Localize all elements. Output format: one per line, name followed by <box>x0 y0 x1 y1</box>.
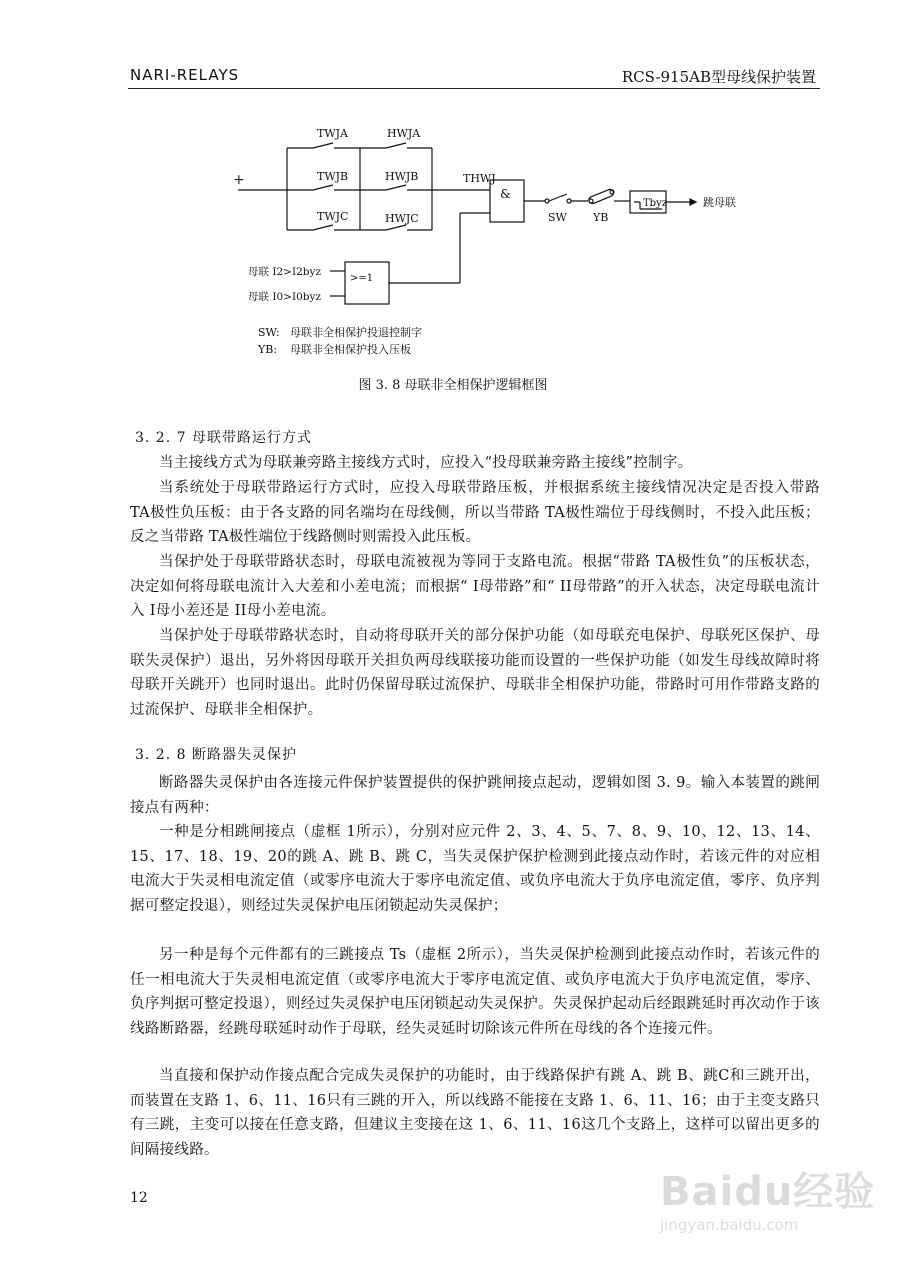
sw-terminal-right <box>567 199 571 203</box>
watermark <box>640 1160 880 1250</box>
legend-row-sw <box>258 324 422 340</box>
label-hwjb: HWJB <box>385 170 419 183</box>
label-sw: SW <box>548 211 567 224</box>
label-twja: TWJA <box>317 127 348 140</box>
logic-diagram <box>0 0 906 400</box>
header-document-title: RCS-915AB型母线保护装置 <box>621 68 816 86</box>
watermark-logo: Baidu经验 <box>660 1169 876 1215</box>
paragraph: 当直接和保护动作接点配合完成失灵保护的功能时，由于线路保护有跳 A、跳 B、跳C和三跳开出，而装置在支路 1、6、11、16只有三跳的开入，所以线路不能接在支路 1、6、11、16；由于主变支路只有三跳，主变可以接在任意支路，但建议主变接在这 1、6、11、16这几个支路上，这样可以留出更多的间隔接线路。 <box>130 1068 820 1158</box>
label-tbyz: Tbyz <box>643 198 667 209</box>
label-hwjc: HWJC <box>385 212 419 225</box>
paragraph: 当主接线方式为母联兼旁路主接线方式时，应投入“投母联兼旁路主接线”控制字。 <box>159 455 693 471</box>
label-output: 跳母联 <box>703 196 736 209</box>
paragraph: 另一种是每个元件都有的三跳接点 Ts（虚框 2所示），当失灵保护检测到此接点动作时，若该元件的任一相电流大于失灵相电流定值（或零序电流大于零序电流定值、或负序电流大于负序电流定值，零序、负序判据可整定投退），则经过失灵保护电压闭锁起动失灵保护。失灵保护起动后经跟跳延时再次动作于该线路断路器，经跳母联延时动作于母联，经失灵延时切除该元件所在母线的各个连接元件。 <box>130 947 820 1037</box>
paragraph: 断路器失灵保护由各连接元件保护装置提供的保护跳闸接点起动，逻辑如图 3. 9。输入本装置的跳闸接点有两种： <box>130 775 820 816</box>
label-input-negative-seq: 母联 I2>I2byz <box>248 266 321 278</box>
sw-terminal-left <box>545 199 549 203</box>
legend-row-yb <box>258 341 411 357</box>
contact-twjb <box>313 185 333 190</box>
sw-switch <box>549 194 567 201</box>
label-input-zero-seq: 母联 I0>I0byz <box>248 291 321 303</box>
label-twjb: TWJB <box>317 170 349 183</box>
watermark-url: jingyan.baidu.com <box>660 1216 799 1234</box>
legend-key: SW: <box>258 326 280 339</box>
and-gate-symbol: & <box>500 187 511 201</box>
label-hwja: HWJA <box>387 127 421 140</box>
paragraph: 当保护处于母联带路状态时，自动将母联开关的部分保护功能（如母联充电保护、母联死区保护、母联失灵保护）退出，另外将因母联开关担负两母线联接功能而设置的一些保护功能（如发生母线故障时将母联开关跳开）也同时退出。此时仍保留母联过流保护、母联非全相保护功能，带路时可用作带路支路的过流保护、母联非全相保护。 <box>130 628 820 718</box>
or-gate-symbol: >=1 <box>350 273 374 284</box>
section-title-328: 3. 2. 8 断路器失灵保护 <box>135 747 297 763</box>
label-twjc: TWJC <box>317 210 349 223</box>
contact-twja <box>313 143 333 148</box>
figure-caption: 图 3. 8 母联非全相保护逻辑框图 <box>358 378 548 393</box>
contact-hwjb <box>386 185 406 190</box>
contact-twjc <box>313 225 333 230</box>
label-thwj: THWJ <box>463 172 496 185</box>
contact-hwjc <box>386 225 406 230</box>
paragraph: 当系统处于母联带路运行方式时，应投入母联带路压板，并根据系统主接线情况决定是否投入带路 TA极性负压板：由于各支路的同名端均在母线侧，所以当带路 TA极性端位于母线侧时，不投入此压板；反之当带路 TA极性端位于线路侧时则需投入此压板。 <box>130 480 820 546</box>
paragraph: 当保护处于母联带路状态时，母联电流被视为等同于支路电流。根据“带路 TA极性负”的压板状态，决定如何将母联电流计入大差和小差电流；而根据“ I母带路”和“ II母带路”的开入状态，决定母联电流计入 I母小差还是 II母小差电流。 <box>130 554 820 620</box>
paragraph: 一种是分相跳闸接点（虚框 1所示），分别对应元件 2、3、4、5、7、8、9、10、12、13、14、15、17、18、19、20的跳 A、跳 B、跳 C，当失灵保护保护检测到此接点动作时，若该元件的对应相电流大于失灵相电流定值（或零序电流大于零序电流定值、或负序电流大于负序电流定值，零序、负序判据可整定投退），则经过失灵保护电压闭锁起动失灵保护； <box>130 824 820 914</box>
legend-text: 母联非全相保护投退控制字 <box>290 326 422 339</box>
header-brand: NARI-RELAYS <box>130 66 240 84</box>
contact-hwja <box>386 143 406 148</box>
legend-text: 母联非全相保护投入压板 <box>290 343 411 356</box>
legend-key: YB: <box>258 343 278 356</box>
section-title-327: 3. 2. 7 母联带路运行方式 <box>135 430 312 446</box>
label-yb: YB <box>593 211 609 224</box>
page-number: 12 <box>130 1190 148 1206</box>
output-arrow-icon <box>690 199 696 205</box>
plus-terminal-label: + <box>233 172 245 188</box>
